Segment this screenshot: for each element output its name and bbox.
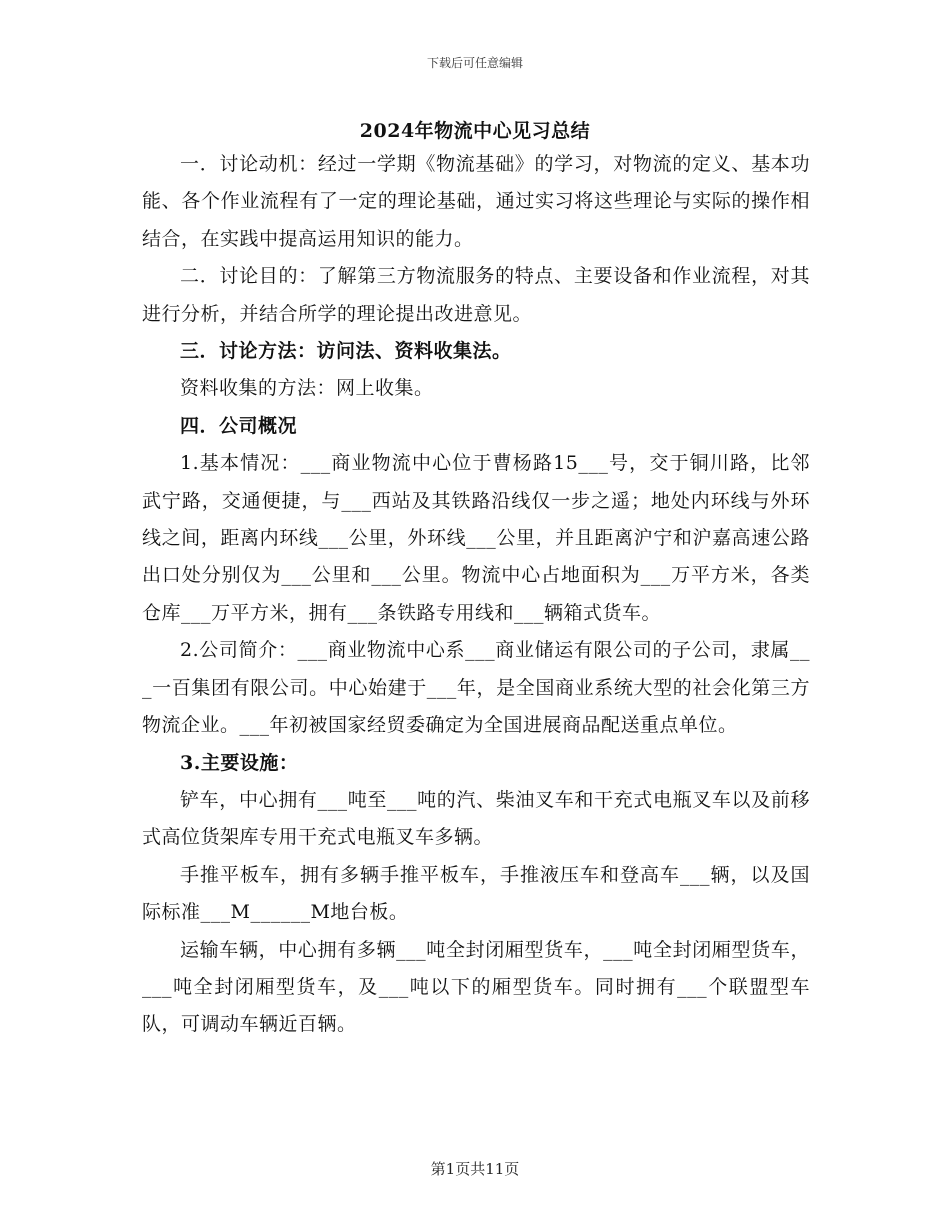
- page-footer: 第1页共11页: [430, 1160, 520, 1178]
- paragraph-research-motive: 一．讨论动机：经过一学期《物流基础》的学习，对物流的定义、基本功能、各个作业流程有了一定的理论基础，通过实习将这些理论与实际的操作相结合，在实践中提高运用知识的能力。: [142, 153, 810, 250]
- document-body: [142, 146, 810, 1044]
- document-title: 2024年物流中心见习总结: [359, 120, 591, 142]
- paragraph-forklifts: 铲车，中心拥有___吨至___吨的汽、柴油叉车和干充式电瓶叉车以及前移式高位货架库专用干充式电瓶叉车多辆。: [142, 788, 810, 849]
- paragraph-basic-info: 1.基本情况：___商业物流中心位于曹杨路15___号，交于铜川路，比邻武宁路，交通便捷，与___西站及其铁路沿线仅一步之遥；地处内环线与外环线之间，距离内环线___公里，外环线___公里，并且距离沪宁和沪嘉高速公路出口处分别仅为___公里和___公里。物流中心占地面积为___万平方米，各类仓库___万平方米，拥有___条铁路专用线和___辆箱式货车。: [142, 452, 810, 624]
- paragraph-hand-carts: 手推平板车，拥有多辆手推平板车，手推液压车和登高车___辆，以及国际标准___M______M地台板。: [142, 863, 810, 924]
- heading-main-facilities: 3.主要设施：: [180, 751, 299, 774]
- heading-company-overview: 四．公司概况: [180, 414, 298, 437]
- page-header: 下载后可任意编辑: [426, 56, 523, 70]
- heading-research-method: 三．讨论方法：访问法、资料收集法。: [180, 340, 512, 363]
- paragraph-data-collection: 资料收集的方法：网上收集。: [180, 377, 434, 400]
- paragraph-research-purpose: 二．讨论目的：了解第三方物流服务的特点、主要设备和作业流程，对其进行分析，并结合所学的理论提出改进意见。: [142, 265, 810, 325]
- paragraph-company-profile: 2.公司简介：___商业物流中心系___商业储运有限公司的子公司，隶属___一百集团有限公司。中心始建于___年，是全国商业系统大型的社会化第三方物流企业。___年初被国家经贸委确定为全国进展商品配送重点单位。: [142, 639, 810, 737]
- paragraph-transport-vehicles: 运输车辆，中心拥有多辆___吨全封闭厢型货车，___吨全封闭厢型货车，___吨全封闭厢型货车，及___吨以下的厢型货车。同时拥有___个联盟型车队，可调动车辆近百辆。: [142, 938, 810, 1036]
